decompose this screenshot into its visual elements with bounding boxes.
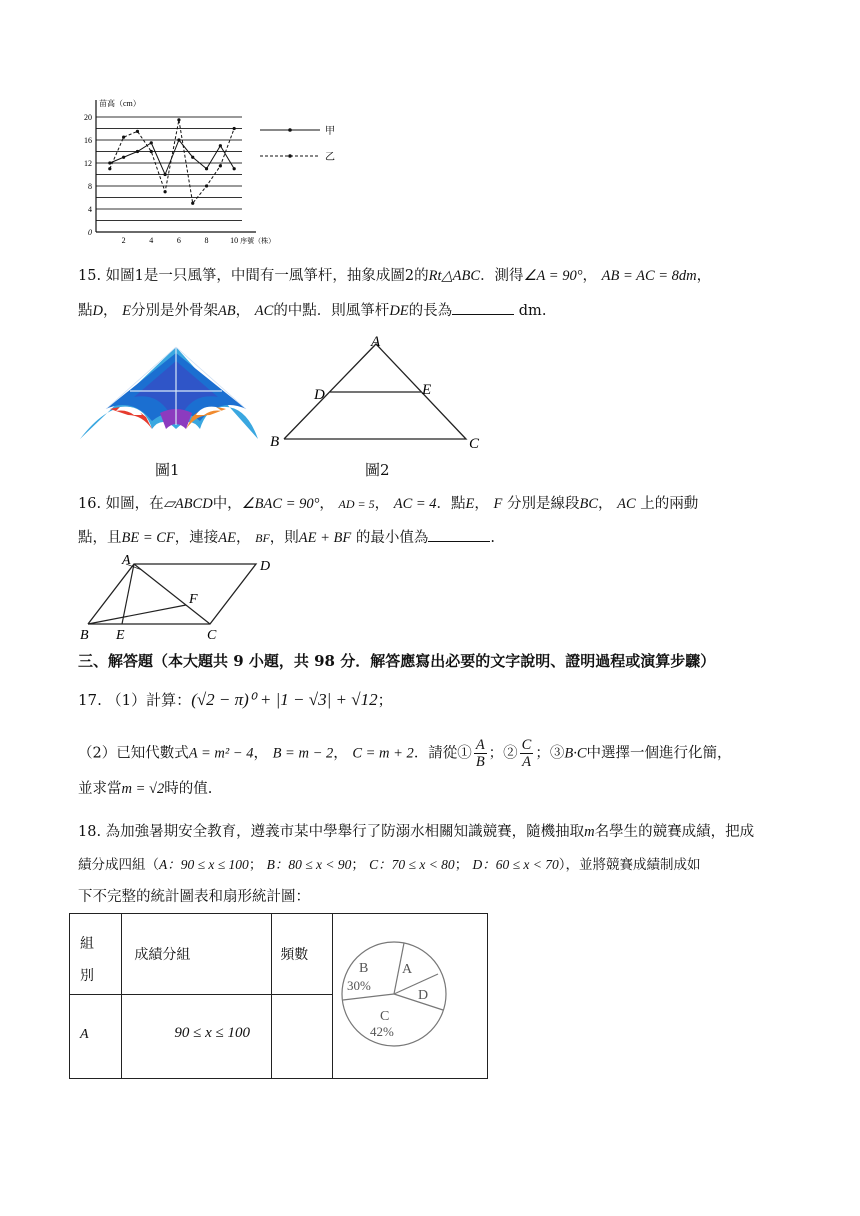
q16-segment-ac: AC: [617, 496, 636, 512]
header-range: 成績分組: [122, 914, 272, 995]
q18-pie-chart: [333, 914, 483, 1074]
chart-gridlines: [96, 117, 242, 221]
q17-text: ；②: [488, 745, 518, 762]
label-a: A: [371, 334, 381, 350]
pie-divider-ad: [394, 974, 438, 994]
q18-line1: [78, 822, 754, 842]
x-tick-label: 2: [121, 236, 126, 244]
x-tick-label: 6: [176, 236, 181, 244]
data-point: [122, 136, 125, 139]
data-point: [136, 130, 139, 133]
q16-parallelogram: ▱ABCD: [163, 496, 213, 512]
q18-group-b: B：80 ≤ x < 90: [266, 857, 352, 872]
y-axis-title: 苗高（cm）: [99, 99, 141, 108]
q17-part2: （2）已知代數式A = m² − 4， B = m − 2， C = m + 2．請從① $\frac{A}{B}$ ；② $\frac{C}{A}$ ；③B·C中選擇一個進行化簡，: [78, 737, 732, 770]
q15-answer-blank[interactable]: [452, 300, 514, 315]
data-point: [163, 190, 166, 193]
segment-bf: [88, 605, 186, 624]
pie-cell: [332, 914, 487, 1079]
pie-label-c: C: [379, 1009, 390, 1024]
label-d: D: [314, 387, 325, 403]
q16-segment-bf: BF: [255, 531, 270, 545]
q17-text: 中選擇一個進行化簡，: [586, 745, 732, 762]
q15-ab-ac: AB = AC = 8dm: [601, 268, 697, 284]
x-tick-label: 4: [149, 236, 154, 244]
q16-text: 的最小值為: [355, 530, 429, 546]
q16-text: 如圖，在: [105, 496, 164, 512]
q15-line2: 點D， E分別是外骨架AB， AC的中點．則風箏杆DE的長為 dm.: [78, 300, 546, 321]
q17-expression: (√2 − π)⁰ + |1 − √3| + √12: [191, 690, 378, 709]
fig1-caption: 圖1: [155, 461, 180, 479]
chart-legend: [260, 125, 335, 163]
parallelogram-figure: [74, 552, 284, 644]
q17-line3: [78, 779, 212, 799]
pie-label-a: A: [401, 962, 413, 977]
q17-option2-fraction: [520, 737, 534, 770]
q15-text: 點: [78, 303, 93, 319]
q18-group-a: A：90 ≤ x ≤ 100: [159, 857, 249, 872]
y-tick-label: 12: [84, 159, 92, 168]
legend-marker: [288, 128, 292, 132]
q15-segment-ac: AC: [254, 303, 274, 319]
q17-c-def: C = m + 2: [352, 745, 414, 762]
label-b: B: [270, 434, 280, 450]
q16-point-e: E: [465, 496, 475, 512]
q17-text: ；③: [535, 745, 565, 762]
q15-line1: 15. 如圖1是一只風箏，中間有一風箏杆，抽象成圖2的Rt△ABC．測得∠A = 90°， AB = AC = 8dm，: [78, 268, 712, 284]
q16-number: 16.: [78, 496, 102, 512]
pie-pct-c: 42%: [369, 1024, 394, 1039]
label-b: B: [80, 628, 89, 643]
q16-text: 分別是線段: [506, 496, 580, 512]
q16-line2: 點，且BE = CF，連接AE， BF，則AE + BF 的最小值為 .: [78, 527, 495, 548]
x-tick-label: 10: [230, 236, 239, 244]
q15-unit: dm: [518, 303, 542, 319]
series-line-2: [110, 120, 234, 203]
header-group-line1: 組: [80, 936, 94, 952]
q17-text: ．請從①: [413, 745, 472, 762]
data-point: [233, 167, 236, 170]
row-a-group: A: [70, 995, 122, 1079]
q18-number: 18.: [78, 824, 102, 840]
pie-divider-cb: [343, 994, 394, 1000]
q16-segment-bc: BC: [579, 496, 599, 512]
x-tick-label: 8: [204, 236, 209, 244]
header-frequency: 頻數: [272, 914, 333, 995]
q17-opt1-denominator: B: [475, 754, 485, 770]
q17-opt1-numerator: A: [475, 737, 485, 753]
data-point: [233, 127, 236, 130]
data-point: [150, 150, 153, 153]
q15-segment-ab: AB: [217, 303, 236, 319]
q17-m-value: m = √2: [121, 781, 165, 797]
q18-line2: 績分成四組（A：90 ≤ x ≤ 100； B：80 ≤ x < 90； C：70 ≤ x < 80； D：60 ≤ x < 70），並將競賽成績制成如: [78, 857, 701, 873]
q17-b-def: B = m − 2: [272, 745, 334, 762]
triangle-abc-figure: [264, 332, 494, 450]
q15-point-e: E: [122, 303, 131, 319]
q16-text: 上的兩動: [640, 496, 699, 512]
q17-part2-label: （2）已知代數式: [78, 745, 189, 762]
q16-text: ，連接: [174, 530, 219, 546]
row-a-range: 90 ≤ x ≤ 100: [122, 995, 272, 1079]
q17-text: 時的值.: [164, 781, 213, 797]
q16-text: 中，: [212, 496, 242, 512]
data-point: [150, 141, 153, 144]
q18-text: 名學生的競賽成績，把成: [594, 824, 755, 840]
data-point: [108, 161, 111, 164]
x-axis-title: 序號（株）: [240, 237, 276, 244]
kite-illustration: [76, 345, 262, 445]
y-tick-label: 4: [88, 205, 92, 214]
q15-text: 如圖1是一只風箏，中間有一風箏杆，抽象成圖2的: [105, 268, 429, 284]
q15-number: 15.: [78, 268, 102, 284]
q18-text: 績分成四組（: [78, 857, 159, 873]
data-point: [108, 167, 111, 170]
label-d: D: [260, 559, 271, 574]
label-e: E: [116, 628, 125, 643]
data-point: [191, 202, 194, 205]
q18-stat-table: [69, 913, 488, 1079]
data-point: [219, 144, 222, 147]
q18-text: ），並將競賽成績制成如: [558, 857, 701, 873]
q16-answer-blank[interactable]: [428, 527, 490, 542]
q17-opt2-numerator: C: [521, 737, 532, 753]
data-point: [177, 118, 180, 121]
q16-text: ，則: [269, 530, 299, 546]
legend-marker: [288, 154, 292, 158]
seedling-height-line-chart: [78, 92, 348, 244]
q16-sum: AE + BF: [298, 530, 352, 546]
q17-option1-fraction: [474, 737, 487, 770]
pie-pct-b: 30%: [346, 978, 371, 993]
q17-option3: B·C: [564, 745, 587, 762]
legend-label: 乙: [325, 152, 335, 163]
q17-part1: 17. （1）計算：(√2 − π)⁰ + |1 − √3| + √12；: [78, 690, 393, 709]
fig2-caption: 圖2: [365, 461, 390, 479]
q16-point-f: F: [493, 496, 503, 512]
data-point: [122, 156, 125, 159]
data-point: [177, 138, 180, 141]
q15-text: 分別是外骨架: [130, 303, 218, 319]
y-tick-label: 0: [88, 228, 92, 237]
q17-opt2-denominator: A: [522, 754, 531, 770]
q16-text: 點，且: [78, 530, 122, 546]
y-tick-label: 16: [84, 136, 92, 145]
q15-text: ．測得: [480, 268, 524, 284]
q17-number: 17.: [78, 691, 102, 709]
q18-m: m: [584, 824, 595, 840]
label-f: F: [189, 592, 198, 607]
label-a: A: [122, 553, 131, 568]
header-group: [70, 914, 122, 995]
data-point: [163, 173, 166, 176]
q15-segment-de: DE: [389, 303, 409, 319]
y-tick-label: 20: [84, 113, 92, 122]
q15-text: 的長為: [408, 303, 453, 319]
q16-angle: ∠BAC = 90°: [241, 496, 320, 512]
data-point: [205, 167, 208, 170]
diagonal-ac: [134, 564, 210, 624]
section-3-heading: 三、解答題（本大題共 9 小題，共 98 分．解答應寫出必要的文字說明、證明過程或演算步驟）: [78, 652, 716, 670]
header-group-line2: 別: [80, 968, 94, 984]
q15-point-d: D: [92, 303, 103, 319]
row-a-frequency[interactable]: [272, 995, 333, 1079]
q18-line3: 下不完整的統計圖表和扇形統計圖：: [78, 889, 310, 905]
label-c: C: [469, 436, 480, 450]
q16-ad: AD = 5: [338, 497, 375, 511]
q16-ac: AC = 4: [393, 496, 437, 512]
label-c: C: [207, 628, 217, 643]
pie-label-d: D: [417, 988, 429, 1003]
q15-angle-a: ∠A = 90°: [523, 268, 583, 284]
legend-label: 甲: [325, 126, 335, 137]
q18-group-c: C：70 ≤ x < 80: [369, 857, 455, 872]
pie-label-b: B: [358, 961, 369, 976]
q16-line1: 16. 如圖，在▱ABCD中，∠BAC = 90°， AD = 5， AC = 4．點E， F 分別是線段BC， AC 上的兩動: [78, 496, 699, 512]
data-point: [191, 156, 194, 159]
q17-part1-label: （1）計算：: [106, 691, 192, 709]
q15-rt-triangle: Rt△ABC: [428, 268, 481, 284]
q18-group-d: D：60 ≤ x < 70: [472, 857, 559, 872]
q16-be-cf: BE = CF: [121, 530, 175, 546]
q18-text: 為加強暑期安全教育，遵義市某中學舉行了防溺水相關知識競賽，隨機抽取: [105, 824, 585, 840]
label-e: E: [422, 382, 432, 398]
data-point: [136, 150, 139, 153]
data-point: [205, 184, 208, 187]
q15-text: 的中點．則風箏杆: [273, 303, 390, 319]
q16-text: ．點: [436, 496, 466, 512]
chart-series: [108, 118, 236, 205]
q16-segment-ae: AE: [218, 530, 236, 546]
y-tick-label: 8: [88, 182, 92, 191]
q17-a-def: A = m² − 4: [188, 745, 254, 762]
data-point: [219, 164, 222, 167]
q17-text: 並求當: [78, 781, 122, 797]
